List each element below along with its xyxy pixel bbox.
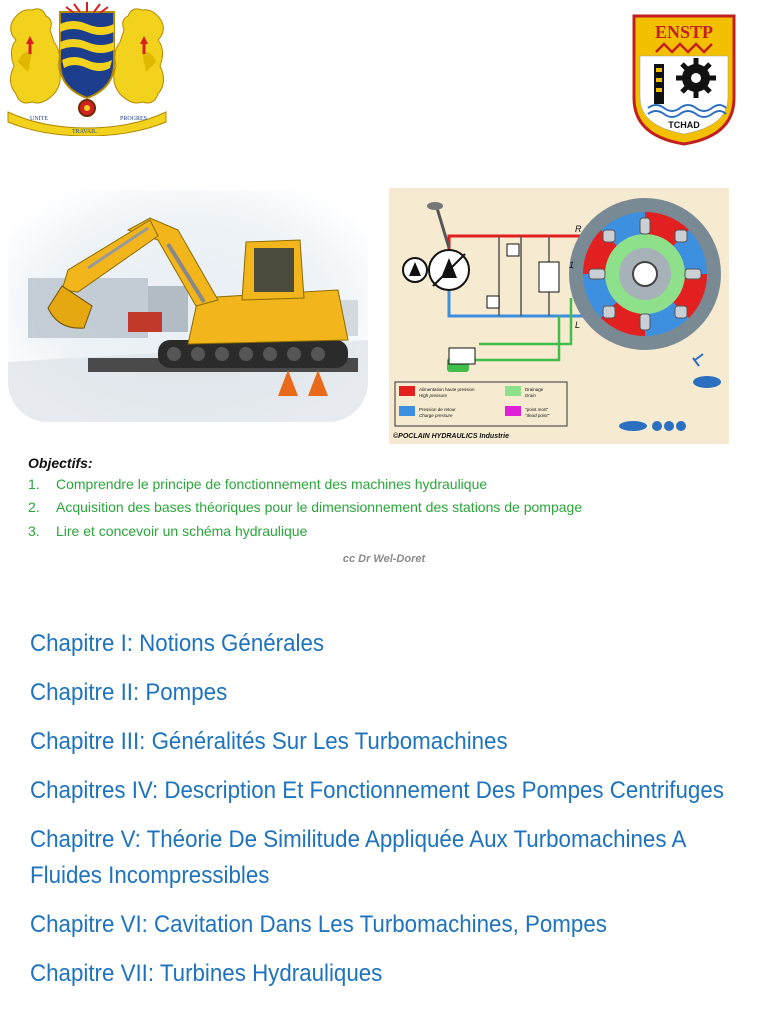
chapter-item: Chapitre III: Généralités Sur Les Turbomachines xyxy=(30,728,508,755)
author-credit: cc Dr Wel-Doret xyxy=(342,553,426,565)
chapter-item: Chapitre I: Notions Générales xyxy=(30,630,325,657)
svg-text:UNITE: UNITE xyxy=(30,116,48,122)
chapter-item: Chapitre VI: Cavitation Dans Les Turbomachines, Pompes xyxy=(30,911,607,938)
svg-text:Drain: Drain xyxy=(525,393,536,398)
enstp-country: TCHAD xyxy=(668,120,700,130)
port-label-l: L xyxy=(575,320,581,330)
hydraulic-circuit-diagram xyxy=(389,188,729,444)
svg-text:"dead point": "dead point" xyxy=(525,413,550,418)
objective-number: 3. xyxy=(28,523,40,539)
chapter-item: Chapitres IV: Description Et Fonctionnement Des Pompes Centrifuges xyxy=(30,777,724,804)
objective-text: Acquisition des bases théoriques pour le dimensionnement des stations de pompage xyxy=(56,499,583,515)
objectives-title: Objectifs: xyxy=(28,455,93,471)
enstp-title: ENSTP xyxy=(654,22,714,42)
svg-text:Charge pressure: Charge pressure xyxy=(419,413,453,418)
chapter-item: Chapitre VII: Turbines Hydrauliques xyxy=(30,960,383,987)
svg-text:TRAVAIL: TRAVAIL xyxy=(72,129,97,135)
chapter-item: Chapitre II: Pompes xyxy=(30,679,228,706)
excavator-photo xyxy=(8,190,368,422)
objective-item xyxy=(28,476,487,492)
objective-item xyxy=(28,523,307,539)
svg-text:PROGRES: PROGRES xyxy=(120,116,148,122)
svg-text:"point mort": "point mort" xyxy=(525,407,549,412)
svg-text:Drainage: Drainage xyxy=(525,387,544,392)
svg-text:Alimentation haute pression: Alimentation haute pression xyxy=(419,387,475,392)
port-label-1: 1 xyxy=(569,260,575,270)
objective-text: Lire et concevoir un schéma hydraulique xyxy=(56,523,308,539)
objective-text: Comprendre le principe de fonctionnement des machines hydraulique xyxy=(56,476,488,492)
chapter-list xyxy=(30,626,750,1005)
svg-text:High pressure: High pressure xyxy=(419,393,448,398)
chapter-item: Chapitre V: Théorie De Similitude Appliquée Aux Turbomachines A Fluides Incompressibles xyxy=(30,826,686,889)
objective-number: 2. xyxy=(28,499,40,515)
diagram-credit: ©POCLAIN HYDRAULICS Industrie xyxy=(393,433,509,440)
coat-of-arms-chad xyxy=(2,2,172,136)
objective-number: 1. xyxy=(28,476,40,492)
enstp-logo xyxy=(630,12,738,146)
svg-text:Pression de retour: Pression de retour xyxy=(419,407,456,412)
objective-item xyxy=(28,499,582,515)
port-label-r: R xyxy=(575,224,582,234)
